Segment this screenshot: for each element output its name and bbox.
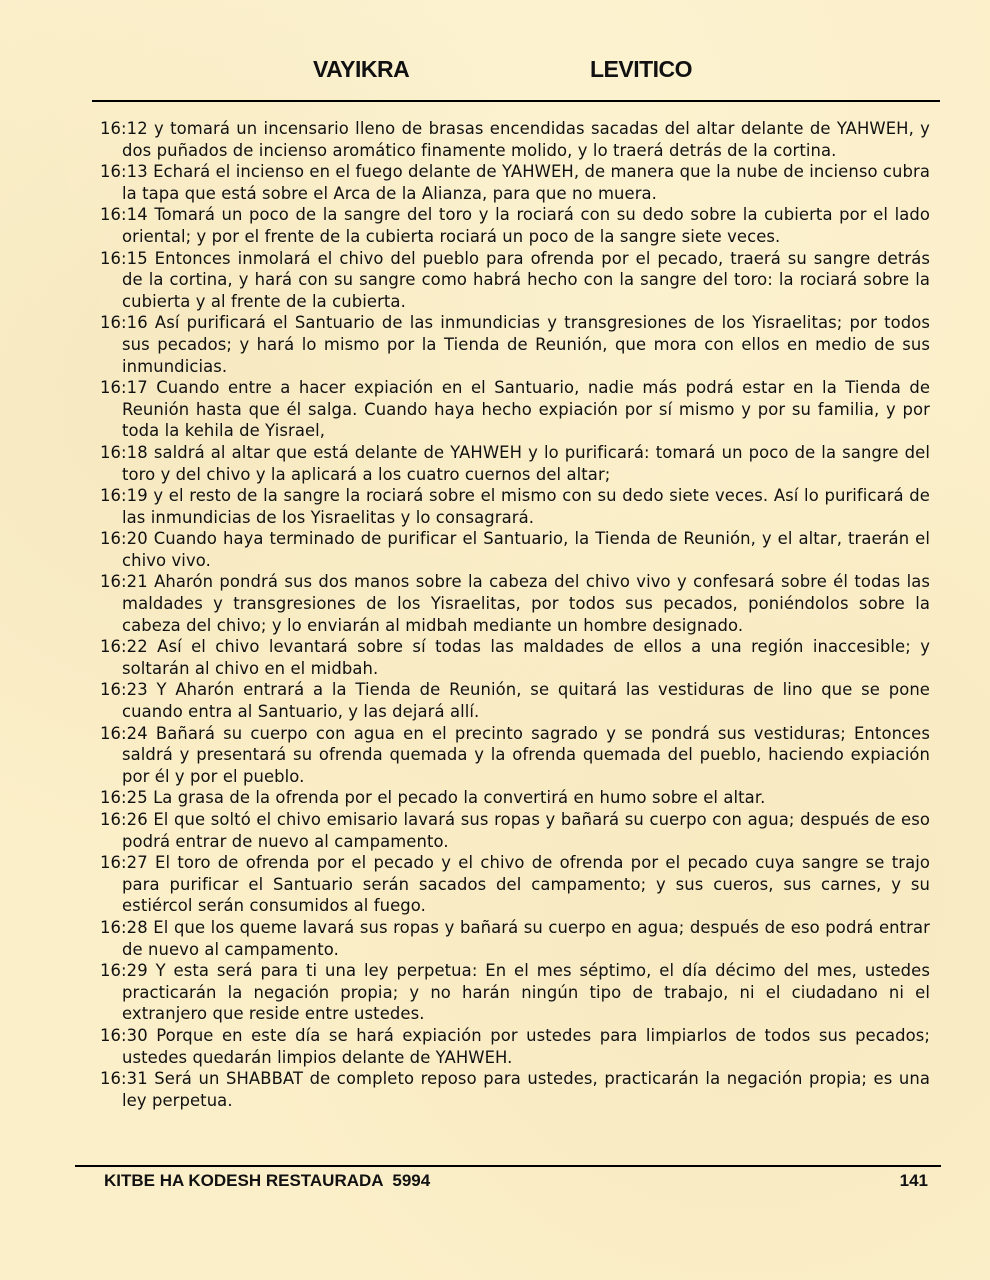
- verse: [100, 571, 930, 636]
- book-name-hebrew: VAYIKRA: [313, 56, 410, 82]
- verse-text: Porque en este día se hará expiación por ustedes para limpiarlos de todos sus pecados; ustedes quedarán limpios delante de YAHWEH.: [122, 1025, 930, 1067]
- verse: [100, 377, 930, 442]
- verse: [100, 723, 930, 788]
- verse: [100, 248, 930, 313]
- verse-ref: 16:26: [100, 810, 148, 829]
- verse: [100, 161, 930, 204]
- verse-text: Aharón pondrá sus dos manos sobre la cabeza del chivo vivo y confesará sobre él todas las maldades y transgresiones de los Yisraelitas, por todos sus pecados, poniéndolos sobre la cabeza del chivo; y lo enviarán al midbah mediante un hombre designado.: [122, 572, 931, 635]
- verse: [100, 442, 930, 485]
- verse-ref: 16:15: [100, 248, 148, 268]
- verse: [100, 312, 930, 377]
- verse-text: Así el chivo levantará sobre sí todas las maldades de ellos a una región inaccesible; y soltarán al chivo en el midbah.: [122, 637, 930, 678]
- verse-ref: 16:19: [100, 486, 148, 506]
- verse-ref: 16:23: [100, 680, 148, 700]
- book-name-spanish: LEVITICO: [590, 56, 693, 82]
- page-footer: [0, 1171, 990, 1195]
- verse-ref: 16:28: [100, 917, 148, 937]
- verse-list: [100, 118, 930, 1111]
- verse-text: El que soltó el chivo emisario lavará sus ropas y bañará su cuerpo con agua; después de eso podrá entrar de nuevo al campamento.: [122, 810, 930, 851]
- verse-text: Entonces inmolará el chivo del pueblo para ofrenda por el pecado, traerá su sangre detrás de la cortina, y hará con su sangre como habrá hecho con la sangre del toro: la rociará sobre la cubierta y al frente de la cubierta.: [122, 248, 930, 311]
- verse-ref: 16:13: [100, 162, 148, 182]
- verse: [100, 787, 930, 809]
- verse-ref: 16:14: [100, 205, 148, 225]
- verse-ref: 16:17: [100, 378, 148, 398]
- verse: [100, 1025, 930, 1068]
- verse-text: y tomará un incensario lleno de brasas encendidas sacadas del altar delante de YAHWEH, y dos puñados de incienso aromático finamente molido, y lo traerá detrás de la cortina.: [122, 119, 930, 160]
- verse-ref: 16:25: [100, 788, 148, 808]
- verse-text: El que los queme lavará sus ropas y bañará su cuerpo en agua; después de eso podrá entrar de nuevo al campamento.: [122, 917, 930, 959]
- header-rule: [92, 100, 940, 102]
- verse: [100, 960, 930, 1025]
- verse-text: Cuando entre a hacer expiación en el Santuario, nadie más podrá estar en la Tienda de Reunión hasta que él salga. Cuando haya hecho expiación por sí mismo y por su familia, y por toda la kehila de Yisrael,: [122, 378, 931, 441]
- verse-text: Será un SHABBAT de completo reposo para ustedes, practicarán la negación propia; es una ley perpetua.: [122, 1069, 931, 1110]
- verse-text: saldrá al altar que está delante de YAHWEH y lo purificará: tomará un poco de la sangre del toro y del chivo y la aplicará a los cuatro cuernos del altar;: [122, 442, 930, 484]
- verse-ref: 16:18: [100, 442, 148, 462]
- verse: [100, 118, 930, 161]
- verse-text: y el resto de la sangre la rociará sobre el mismo con su dedo siete veces. Así lo purificará de las inmundicias de los Yisraelitas y lo consagrará.: [122, 486, 930, 527]
- verse-text: Y Aharón entrará a la Tienda de Reunión, se quitará las vestiduras de lino que se pone cuando entra al Santuario, y las dejará allí.: [122, 680, 930, 722]
- verse-text: La grasa de la ofrenda por el pecado la convertirá en humo sobre el altar.: [153, 788, 766, 808]
- verse-ref: 16:16: [100, 313, 148, 333]
- verse-text: Y esta será para ti una ley perpetua: En el mes séptimo, el día décimo del mes, ustedes practicarán la negación propia; y no harán ningún tipo de trabajo, ni el ciudadano ni el extranjero que reside entre ustedes.: [122, 961, 930, 1024]
- verse-text: Bañará su cuerpo con agua en el precinto sagrado y se pondrá sus vestiduras; Entonces saldrá y presentará su ofrenda quemada y la ofrenda quemada del pueblo, haciendo expiación por él y por el pueblo.: [122, 723, 931, 786]
- verse-ref: 16:31: [100, 1069, 148, 1089]
- verse-text: El toro de ofrenda por el pecado y el chivo de ofrenda por el pecado cuya sangre se trajo para purificar el Santuario serán sacados del campamento; y sus cueros, sus carnes, y su estiércol serán consumidos al fuego.: [122, 853, 930, 916]
- verse: [100, 204, 930, 247]
- verse-ref: 16:30: [100, 1025, 148, 1045]
- verse: [100, 1068, 930, 1111]
- verse-ref: 16:22: [100, 637, 148, 657]
- footer-book-title: KITBE HA KODESH RESTAURADA 5994: [104, 1171, 431, 1190]
- verse-text: Cuando haya terminado de purificar el Santuario, la Tienda de Reunión, y el altar, traerán el chivo vivo.: [122, 529, 930, 570]
- verse: [100, 809, 930, 852]
- verse-text: Así purificará el Santuario de las inmundicias y transgresiones de los Yisraelitas; por todos sus pecados; y hará lo mismo por la Tienda de Reunión, que mora con ellos en medio de sus inmundicias.: [122, 313, 931, 376]
- verse-ref: 16:12: [100, 119, 148, 138]
- verse-ref: 16:29: [100, 961, 148, 981]
- verse: [100, 852, 930, 917]
- verse-text: Echará el incienso en el fuego delante de YAHWEH, de manera que la nube de incienso cubra la tapa que está sobre el Arca de la Alianza, para que no muera.: [122, 162, 931, 203]
- footer-rule: [75, 1165, 941, 1167]
- verse-text: Tomará un poco de la sangre del toro y la rociará con su dedo sobre la cubierta por el lado oriental; y por el frente de la cubierta rociará un poco de la sangre siete veces.: [122, 205, 930, 246]
- verse-ref: 16:21: [100, 572, 148, 592]
- verse-ref: 16:24: [100, 723, 148, 743]
- verse: [100, 485, 930, 528]
- verse-ref: 16:27: [100, 853, 148, 873]
- page-number: 141: [899, 1171, 928, 1190]
- verse-ref: 16:20: [100, 529, 148, 549]
- verse: [100, 917, 930, 960]
- verse: [100, 636, 930, 679]
- page-header: [0, 56, 990, 92]
- verse: [100, 528, 930, 571]
- verse: [100, 679, 930, 722]
